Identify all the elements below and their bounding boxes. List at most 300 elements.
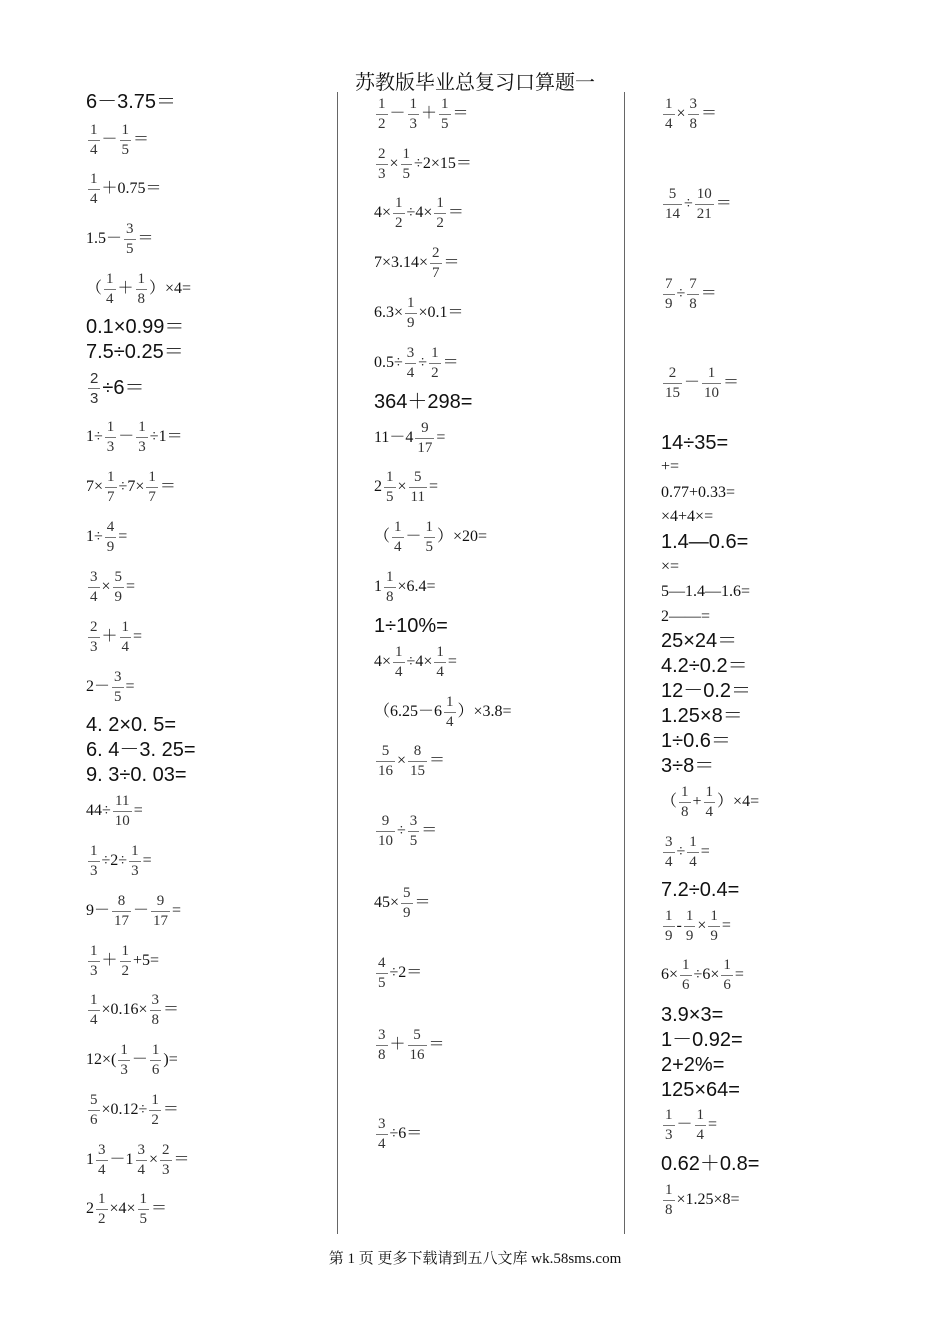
fraction xyxy=(708,909,720,944)
numerator: 2 xyxy=(162,1141,170,1158)
expression-text: ×0.1＝ xyxy=(418,304,464,321)
expression-text: ÷4× xyxy=(406,653,433,670)
expression-text: 1÷0.6＝ xyxy=(661,730,731,753)
denominator: 8 xyxy=(137,290,146,307)
fraction xyxy=(679,785,691,820)
denominator: 4 xyxy=(689,853,697,870)
fraction xyxy=(430,246,442,281)
numerator: 3 xyxy=(406,344,415,361)
expression-text: 6－3.75＝ xyxy=(86,91,177,114)
exercise-item xyxy=(86,317,184,338)
exercise-item xyxy=(374,744,445,779)
column-divider xyxy=(624,92,625,1234)
denominator: 8 xyxy=(681,803,689,820)
denominator: 3 xyxy=(90,389,99,407)
expression-text: 6. 4－3. 25= xyxy=(86,739,196,762)
fraction xyxy=(663,97,675,132)
fraction xyxy=(663,1108,675,1143)
expression-text: － xyxy=(405,528,422,545)
exercise-item xyxy=(86,1093,179,1128)
expression-text: ＝ xyxy=(163,1001,180,1018)
expression-text: )= xyxy=(163,1051,178,1068)
expression-text: 2－ xyxy=(86,678,111,695)
expression-text: × xyxy=(676,105,686,122)
exercise-item xyxy=(661,187,732,222)
exercise-item xyxy=(86,765,187,786)
numerator: 1 xyxy=(665,1181,673,1198)
fraction xyxy=(146,470,158,505)
fraction xyxy=(118,1043,130,1078)
expression-text: ＝ xyxy=(414,894,431,911)
expression-text: 1.25×8＝ xyxy=(661,705,743,728)
numerator: 3 xyxy=(665,833,673,850)
denominator: 9 xyxy=(685,927,694,944)
numerator: 1 xyxy=(378,95,386,112)
denominator: 16 xyxy=(378,762,393,779)
numerator: 1 xyxy=(121,942,130,959)
numerator: 3 xyxy=(114,668,122,685)
expression-text: － xyxy=(101,131,118,148)
expression-text: × xyxy=(101,578,111,595)
exercise-item xyxy=(374,616,448,637)
expression-text: 7×3.14× xyxy=(374,254,429,271)
exercise-item xyxy=(86,420,183,455)
fraction xyxy=(376,814,395,849)
expression-text: ÷6＝ xyxy=(102,377,145,399)
exercise-item xyxy=(661,433,728,454)
expression-text: ÷2×15＝ xyxy=(414,155,472,172)
denominator: 9 xyxy=(665,927,673,944)
expression-text: （ xyxy=(86,280,103,297)
expression-text: 4× xyxy=(374,653,392,670)
denominator: 2 xyxy=(98,1210,106,1227)
numerator: 1 xyxy=(436,643,444,660)
expression-text: ）×4= xyxy=(149,280,192,297)
numerator: 5 xyxy=(414,468,422,485)
exercise-item xyxy=(661,706,743,727)
expression-text: 12－0.2＝ xyxy=(661,680,752,703)
fraction xyxy=(138,1192,150,1227)
expression-text: ＝ xyxy=(421,822,438,839)
expression-text: ＝ xyxy=(701,105,718,122)
exercise-item xyxy=(661,681,751,702)
expression-text: = xyxy=(125,678,135,695)
numerator: 1 xyxy=(685,907,694,924)
expression-text: （ xyxy=(374,528,391,545)
page-footer: 第 1 页 更多下载请到五八文库 wk.58sms.com xyxy=(328,1251,622,1267)
exercise-item xyxy=(661,880,739,901)
denominator: 4 xyxy=(436,663,444,680)
exercise-item xyxy=(86,172,162,207)
fraction xyxy=(663,1183,675,1218)
expression-text: 0.1×0.99＝ xyxy=(86,316,185,339)
exercise-item xyxy=(661,485,735,501)
denominator: 4 xyxy=(446,713,454,730)
fraction xyxy=(376,97,388,132)
exercise-item xyxy=(86,222,154,257)
expression-text: = xyxy=(133,628,143,645)
exercise-item xyxy=(661,785,759,820)
numerator: 1 xyxy=(682,956,690,973)
denominator: 9 xyxy=(665,295,673,312)
fraction xyxy=(88,570,100,605)
page-title: 苏教版毕业总复习口算题一 xyxy=(355,72,595,94)
expression-text: ＝ xyxy=(442,354,459,371)
denominator: 4 xyxy=(90,141,98,158)
expression-text: ＝ xyxy=(715,195,732,212)
fraction xyxy=(136,272,148,307)
numerator: 1 xyxy=(106,270,114,287)
fraction xyxy=(120,944,132,979)
denominator: 8 xyxy=(665,1201,673,1218)
expression-text: 25×24＝ xyxy=(661,630,738,653)
fraction xyxy=(112,670,124,705)
denominator: 10 xyxy=(114,812,130,829)
fraction xyxy=(415,421,434,456)
expression-text: ）×3.8= xyxy=(457,703,512,720)
expression-text: ×1.25×8= xyxy=(676,1191,740,1208)
expression-text: ÷6＝ xyxy=(389,1125,423,1142)
denominator: 2 xyxy=(121,962,130,979)
exercise-item xyxy=(374,147,472,182)
numerator: 1 xyxy=(710,907,718,924)
denominator: 6 xyxy=(682,976,690,993)
expression-text: ＝ xyxy=(700,285,717,302)
exercise-item xyxy=(661,631,737,652)
numerator: 1 xyxy=(394,518,402,535)
denominator: 4 xyxy=(137,1161,146,1178)
numerator: 1 xyxy=(705,783,714,800)
denominator: 2 xyxy=(395,214,403,231)
numerator: 1 xyxy=(90,942,98,959)
exercise-item xyxy=(374,1117,422,1152)
fraction xyxy=(408,97,420,132)
exercise-item xyxy=(86,794,143,829)
denominator: 7 xyxy=(107,488,115,505)
exercise-item xyxy=(374,470,438,505)
numerator: 1 xyxy=(106,418,115,435)
denominator: 4 xyxy=(90,588,98,605)
exercise-item xyxy=(661,1005,723,1026)
fraction xyxy=(88,844,100,879)
numerator: 1 xyxy=(120,1041,128,1058)
numerator: 3 xyxy=(378,1026,386,1043)
expression-text: ）×4= xyxy=(717,793,760,810)
expression-text: = xyxy=(436,429,446,446)
expression-text: × xyxy=(149,1151,159,1168)
numerator: 2 xyxy=(90,618,98,635)
expression-text: 2 xyxy=(374,478,382,495)
exercise-item xyxy=(374,296,464,331)
fraction xyxy=(88,620,100,655)
fraction xyxy=(104,272,116,307)
expression-text: （6.25－6 xyxy=(374,703,443,720)
denominator: 10 xyxy=(704,384,720,401)
expression-text: 2+2%= xyxy=(661,1054,725,1077)
denominator: 6 xyxy=(723,976,731,993)
denominator: 3 xyxy=(90,862,98,879)
denominator: 4 xyxy=(90,190,98,207)
numerator: 2 xyxy=(378,145,386,162)
exercise-item xyxy=(86,1043,178,1078)
expression-text: ÷ xyxy=(397,822,406,839)
denominator: 9 xyxy=(710,927,718,944)
denominator: 7 xyxy=(432,264,440,281)
expression-text: － xyxy=(118,428,135,445)
fraction xyxy=(150,993,162,1028)
numerator: 3 xyxy=(151,991,160,1008)
numerator: 5 xyxy=(381,742,390,759)
denominator: 9 xyxy=(114,588,123,605)
expression-text: 6× xyxy=(661,966,679,983)
expression-text: 1 xyxy=(86,1151,94,1168)
exercise-item xyxy=(86,993,179,1028)
expression-text: ＝ xyxy=(428,1036,445,1053)
numerator: 1 xyxy=(431,344,439,361)
numerator: 8 xyxy=(117,892,126,909)
fraction xyxy=(150,1043,162,1078)
exercise-item xyxy=(374,956,422,991)
exercise-item xyxy=(86,123,149,158)
numerator: 5 xyxy=(403,884,411,901)
expression-text: × xyxy=(697,917,707,934)
numerator: 5 xyxy=(114,568,123,585)
expression-text: 4.2÷0.2＝ xyxy=(661,655,748,678)
fraction xyxy=(129,844,141,879)
fraction xyxy=(704,785,716,820)
fraction xyxy=(124,222,136,257)
numerator: 1 xyxy=(386,568,394,585)
expression-text: 12×( xyxy=(86,1051,117,1068)
fraction xyxy=(695,187,714,222)
fraction xyxy=(88,944,100,979)
expression-text: = xyxy=(118,528,128,545)
expression-text: 5—1.4—1.6= xyxy=(661,583,751,601)
expression-text: ＋0.75＝ xyxy=(101,180,162,197)
numerator: 1 xyxy=(402,145,411,162)
denominator: 3 xyxy=(120,1061,128,1078)
exercise-item xyxy=(374,421,445,456)
expression-text: ＝ xyxy=(429,752,446,769)
exercise-item xyxy=(86,944,159,979)
fraction xyxy=(392,520,404,555)
denominator: 3 xyxy=(409,115,418,132)
exercise-item xyxy=(661,656,748,677)
expression-text: 2——= xyxy=(661,608,711,626)
exercise-item xyxy=(86,470,176,505)
fraction xyxy=(120,620,132,655)
exercise-item xyxy=(661,584,750,600)
expression-text: 9－ xyxy=(86,902,111,919)
exercise-item xyxy=(661,97,717,132)
fraction xyxy=(160,1143,172,1178)
exercise-item xyxy=(86,620,142,655)
expression-text: 0.77+0.33= xyxy=(661,484,736,502)
expression-text: 11－4 xyxy=(374,429,414,446)
expression-text: 1.4—0.6= xyxy=(661,531,749,554)
numerator: 1 xyxy=(395,194,403,211)
exercise-item xyxy=(661,909,731,944)
numerator: 1 xyxy=(90,842,98,859)
fraction xyxy=(444,695,456,730)
fraction xyxy=(663,366,682,401)
numerator: 5 xyxy=(90,1091,98,1108)
expression-text: ）×20= xyxy=(437,528,488,545)
denominator: 9 xyxy=(407,314,415,331)
numerator: 1 xyxy=(98,1190,106,1207)
numerator: 1 xyxy=(425,518,434,535)
fraction xyxy=(663,277,675,312)
numerator: 1 xyxy=(707,364,716,381)
numerator: 1 xyxy=(151,1091,159,1108)
expression-text: 1÷ xyxy=(86,428,103,445)
denominator: 5 xyxy=(139,1210,148,1227)
fraction xyxy=(376,147,388,182)
denominator: 9 xyxy=(106,538,115,555)
exercise-item xyxy=(374,886,431,921)
numerator: 1 xyxy=(446,693,454,710)
expression-text: +5= xyxy=(133,952,160,969)
expression-text: = xyxy=(447,653,457,670)
expression-text: += xyxy=(661,458,680,476)
expression-text: = xyxy=(700,843,710,860)
numerator: 1 xyxy=(689,833,697,850)
fraction xyxy=(401,886,413,921)
expression-text: － xyxy=(684,374,701,391)
numerator: 1 xyxy=(139,1190,148,1207)
expression-text: × xyxy=(397,478,407,495)
expression-text: ＋ xyxy=(421,105,438,122)
expression-text: ×0.12÷ xyxy=(101,1101,148,1118)
denominator: 3 xyxy=(90,962,98,979)
numerator: 1 xyxy=(395,643,403,660)
expression-text: 3÷8＝ xyxy=(661,755,715,778)
expression-text: ÷ xyxy=(676,843,686,860)
fraction xyxy=(721,958,733,993)
fraction xyxy=(393,196,405,231)
expression-text: 7× xyxy=(86,478,104,495)
numerator: 1 xyxy=(148,468,156,485)
numerator: 1 xyxy=(665,95,673,112)
expression-text: ×0.16× xyxy=(101,1001,148,1018)
fraction xyxy=(120,123,132,158)
denominator: 2 xyxy=(151,1111,159,1128)
numerator: 1 xyxy=(151,1041,160,1058)
fraction xyxy=(434,645,446,680)
denominator: 5 xyxy=(425,538,434,555)
exercise-item xyxy=(374,196,464,231)
fraction xyxy=(151,894,170,929)
expression-text: 125×64= xyxy=(661,1079,740,1102)
expression-text: －1 xyxy=(109,1151,134,1168)
exercise-item xyxy=(374,1028,445,1063)
expression-text: 3.9×3= xyxy=(661,1004,724,1027)
fraction xyxy=(88,371,100,406)
expression-text: 6.3× xyxy=(374,304,404,321)
expression-text: 0.62＋0.8= xyxy=(661,1153,760,1176)
fraction xyxy=(88,993,100,1028)
fraction xyxy=(112,894,131,929)
expression-text: = xyxy=(126,578,136,595)
exercise-item xyxy=(86,670,135,705)
denominator: 16 xyxy=(409,1046,425,1063)
numerator: 4 xyxy=(378,954,386,971)
expression-text: 364＋298= xyxy=(374,391,473,414)
denominator: 8 xyxy=(689,115,698,132)
expression-text: ×6.4= xyxy=(397,578,436,595)
expression-text: 45× xyxy=(374,894,400,911)
expression-text: ＝ xyxy=(173,1151,190,1168)
fraction xyxy=(687,277,699,312)
numerator: 1 xyxy=(436,194,444,211)
exercise-item xyxy=(661,366,739,401)
denominator: 11 xyxy=(410,488,425,505)
denominator: 4 xyxy=(121,638,130,655)
denominator: 15 xyxy=(410,762,426,779)
numerator: 8 xyxy=(413,742,422,759)
exercise-item xyxy=(374,695,512,730)
fraction xyxy=(113,794,132,829)
exercise-item xyxy=(86,715,176,736)
exercise-item xyxy=(374,392,472,413)
expression-text: = xyxy=(133,802,143,819)
expression-text: 7.2÷0.4= xyxy=(661,879,740,902)
numerator: 1 xyxy=(90,170,98,187)
expression-text: 14÷35= xyxy=(661,432,729,455)
denominator: 5 xyxy=(378,974,386,991)
exercise-item xyxy=(86,1192,167,1227)
expression-text: × xyxy=(389,155,399,172)
numerator: 3 xyxy=(689,95,698,112)
exercise-item xyxy=(86,342,184,363)
expression-text: 44÷ xyxy=(86,802,111,819)
denominator: 14 xyxy=(665,205,680,222)
exercise-item xyxy=(661,1183,740,1218)
fraction xyxy=(405,346,417,381)
fraction xyxy=(680,958,692,993)
expression-text: ＋ xyxy=(389,1036,406,1053)
exercise-item xyxy=(86,272,191,307)
numerator: 3 xyxy=(90,568,98,585)
denominator: 3 xyxy=(106,438,115,455)
expression-text: ＝ xyxy=(137,230,154,247)
numerator: 3 xyxy=(98,1141,106,1158)
exercise-item xyxy=(661,731,731,752)
numerator: 1 xyxy=(723,956,731,973)
column-divider xyxy=(337,92,338,1234)
expression-text: - xyxy=(676,917,682,934)
denominator: 7 xyxy=(148,488,156,505)
expression-text: 1.5－ xyxy=(86,230,123,247)
denominator: 2 xyxy=(431,364,439,381)
expression-text: （ xyxy=(661,793,678,810)
exercise-item xyxy=(86,740,196,761)
denominator: 17 xyxy=(114,912,130,929)
expression-text: － xyxy=(131,1051,148,1068)
expression-text: ＋ xyxy=(101,952,118,969)
numerator: 5 xyxy=(668,185,677,202)
denominator: 4 xyxy=(98,1161,106,1178)
numerator: 5 xyxy=(413,1026,421,1043)
exercise-item xyxy=(86,92,176,113)
denominator: 17 xyxy=(417,439,433,456)
expression-text: ＝ xyxy=(443,254,460,271)
expression-text: ÷ xyxy=(684,195,693,212)
numerator: 1 xyxy=(107,468,115,485)
expression-text: + xyxy=(692,793,702,810)
numerator: 1 xyxy=(441,95,449,112)
denominator: 2 xyxy=(378,115,386,132)
